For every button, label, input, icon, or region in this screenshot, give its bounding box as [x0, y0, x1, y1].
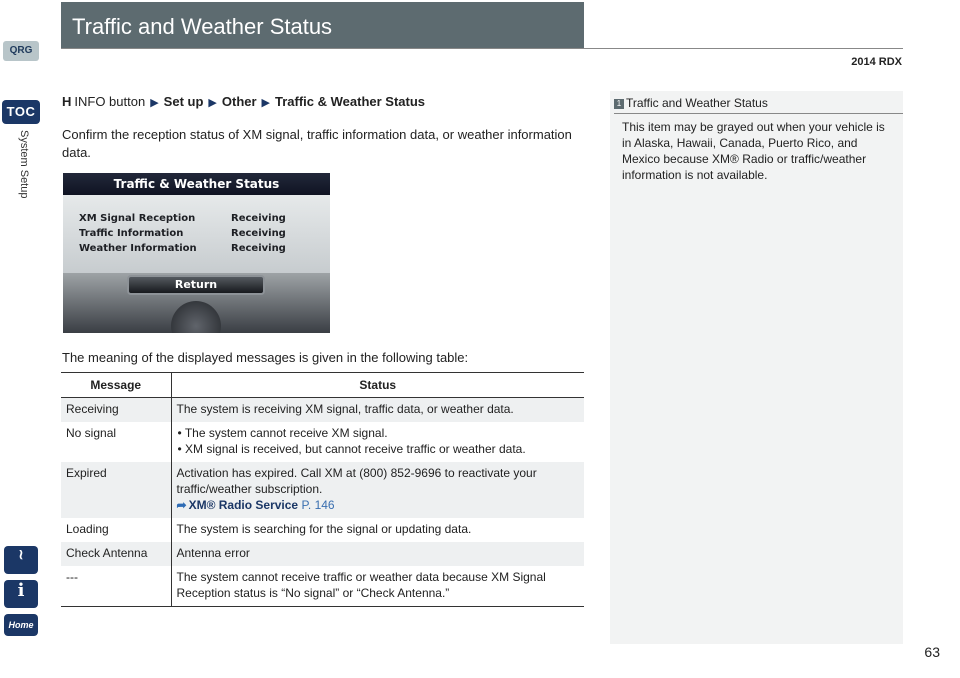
message-cell: No signal: [61, 422, 171, 462]
menu-path: [62, 94, 425, 109]
xref-title: XM® Radio Service: [188, 498, 299, 512]
message-status-table: [61, 372, 584, 607]
message-cell: ---: [61, 566, 171, 607]
bullet-item: • The system cannot receive XM signal.: [177, 426, 388, 440]
path-arrow-icon: ▶: [261, 97, 271, 109]
status-cell: [171, 422, 584, 462]
screen-row-label: XM Signal Reception: [79, 213, 196, 224]
screen-return-button: Return: [127, 275, 265, 295]
message-cell: Loading: [61, 518, 171, 542]
table-row: [61, 398, 584, 423]
bullet-item: • XM signal is received, but cannot receive traffic or weather data.: [177, 442, 526, 456]
status-screen-image: [63, 173, 330, 333]
screen-row-label: Weather Information: [79, 243, 197, 254]
voice-command-icon[interactable]: ≀: [4, 546, 38, 574]
message-cell: Receiving: [61, 398, 171, 423]
path-step-setup: Set up: [163, 94, 204, 109]
screen-row-label: Traffic Information: [79, 228, 184, 239]
table-header-row: [61, 373, 584, 398]
table-row: [61, 542, 584, 566]
status-cell: The system cannot receive traffic or weather data because XM Signal Reception status is “No signal” or “Check Antenna.”: [171, 566, 584, 607]
status-cell: Antenna error: [171, 542, 584, 566]
xref-page: P. 146: [301, 498, 335, 512]
info-icon[interactable]: i: [4, 580, 38, 608]
bullet-text: The system cannot receive XM signal.: [184, 426, 388, 440]
table-row: [61, 518, 584, 542]
path-arrow-icon: ▶: [208, 97, 217, 109]
table-intro: The meaning of the displayed messages is given in the following table:: [62, 350, 469, 365]
side-note-title-text: Traffic and Weather Status: [626, 96, 768, 110]
qrg-button[interactable]: QRG: [3, 41, 39, 61]
header-status: Status: [171, 373, 584, 398]
screen-title: Traffic & Weather Status: [63, 173, 330, 195]
path-arrow-icon: ▶: [150, 97, 159, 109]
side-note-title: [614, 96, 768, 110]
page-number: 63: [924, 644, 940, 660]
table-row: [61, 422, 584, 462]
header-message: Message: [61, 373, 171, 398]
info-key-icon: H: [62, 94, 72, 109]
intro-text: Confirm the reception status of XM signal, traffic information data, or weather information data.: [62, 127, 572, 160]
left-rail: [0, 0, 44, 678]
toc-button[interactable]: TOC: [2, 100, 40, 124]
screen-row-value: Receiving: [231, 228, 286, 239]
path-start: INFO button: [74, 94, 146, 109]
status-cell: The system is receiving XM signal, traffic data, or weather data.: [171, 398, 584, 423]
table-row: [61, 566, 584, 607]
header-divider: [61, 48, 903, 49]
section-label: System Setup: [18, 130, 30, 199]
model-label: 2014 RDX: [851, 56, 902, 68]
side-note-text: This item may be grayed out when your vehicle is in Alaska, Hawaii, Canada, Puerto Rico, and Mexico because XM® Radio or traffic/weather information is not available.: [622, 120, 885, 182]
message-cell: Check Antenna: [61, 542, 171, 566]
side-note-divider: [614, 113, 903, 114]
xref-link[interactable]: [177, 498, 335, 512]
path-step-traffic: Traffic & Weather Status: [275, 94, 426, 109]
screen-row-value: Receiving: [231, 213, 286, 224]
page-title: Traffic and Weather Status: [72, 14, 333, 39]
path-step-other: Other: [221, 94, 257, 109]
screen-row-value: Receiving: [231, 243, 286, 254]
status-cell: The system is searching for the signal or updating data.: [176, 522, 472, 536]
status-text: Activation has expired. Call XM at (800) 852-9696 to reactivate your traffic/weather subscription.: [176, 466, 537, 496]
note-number-icon: 1: [614, 99, 624, 109]
status-cell: [171, 462, 584, 518]
message-cell: Expired: [61, 462, 171, 518]
bullet-text: XM signal is received, but cannot receive traffic or weather data.: [185, 442, 526, 456]
xref-arrow-icon: ➦: [176, 498, 187, 512]
home-button[interactable]: Home: [4, 614, 38, 636]
table-row: [61, 462, 584, 518]
